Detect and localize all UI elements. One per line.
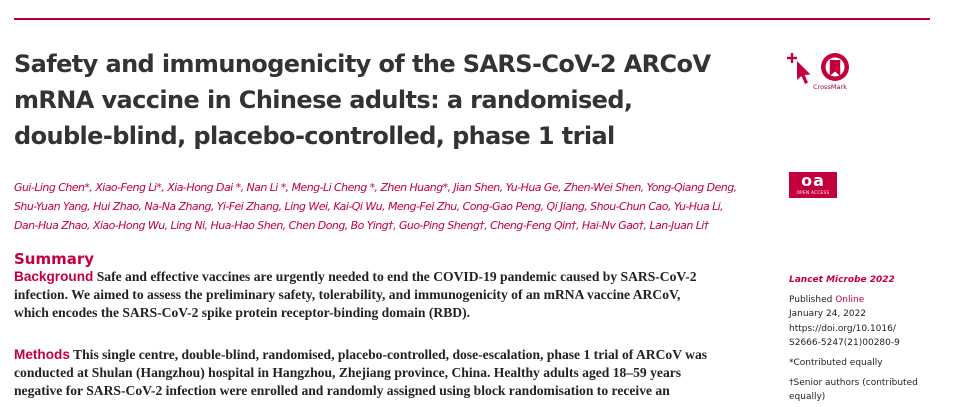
published-line <box>789 293 939 307</box>
senior-authors-note: †Senior authors (contributed <box>789 378 918 389</box>
open-access-label: OPEN ACCESS <box>796 190 830 195</box>
online-link[interactable]: Online <box>835 295 865 306</box>
background-head: Background <box>14 269 94 284</box>
background-paragraph <box>14 268 774 322</box>
top-rule <box>14 18 930 20</box>
title-line: Safety and immunogenicity of the SARS-CoV-2 ARCoV <box>14 50 711 78</box>
methods-text: This single centre, double-blind, randomised, placebo-controlled, dose-escalation, phase 1 trial of ARCoV was <box>69 347 708 362</box>
author-line: Gui-Ling Chen*, Xiao-Feng Li*, Xia-Hong Dai *, Nan Li *, Meng-Li Cheng *, Zhen Huang*, Jian Shen, Yu-Hua Ge, Zhen-Wei Shen, Yong-Qiang Deng, <box>14 181 737 194</box>
article-sidebar <box>789 270 939 405</box>
title-line: mRNA vaccine in Chinese adults: a randomised, <box>14 86 633 114</box>
doi-link[interactable]: S2666-5247(21)00280-9 <box>789 337 900 348</box>
author-list <box>14 178 784 235</box>
background-text: which encodes the SARS-CoV-2 spike protein receptor-binding domain (RBD). <box>14 305 471 320</box>
background-text: Safe and effective vaccines are urgently needed to end the COVID-19 pandemic caused by SARS-CoV-2 <box>93 269 697 284</box>
cursor-icon <box>787 53 811 84</box>
methods-paragraph <box>14 346 774 400</box>
methods-text: conducted at Shulan (Hangzhou) hospital in Hangzhou, Zhejiang province, China. Healthy adults aged 18–59 years <box>14 365 682 380</box>
published-prefix: Published <box>789 295 836 306</box>
methods-head: Methods <box>14 347 70 362</box>
author-line: Shu-Yuan Yang, Hui Zhao, Na-Na Zhang, Yi-Fei Zhang, Ling Wei, Kai-Qi Wu, Meng-Fei Zhu, Cong-Gao Peng, Qi Jiang, Shou-Chun Cao, Yu-Hua Li, <box>14 200 724 213</box>
equal-contribution-note: *Contributed equally <box>789 358 883 369</box>
senior-authors-note: equally) <box>789 392 826 403</box>
title-line: double-blind, placebo-controlled, phase 1 trial <box>14 122 615 150</box>
summary-heading: Summary <box>14 250 95 268</box>
crossmark-icon <box>821 53 849 81</box>
author-line: Dan-Hua Zhao, Xiao-Hong Wu, Ling Ni, Hua-Hao Shen, Chen Dong, Bo Ying†, Guo-Ping Sheng†, Cheng-Feng Qin†, Hai-Nv Gao†, Lan-Juan Li† <box>14 219 709 232</box>
oa-label: oa <box>801 171 825 190</box>
open-access-badge <box>789 172 837 198</box>
methods-text: negative for SARS-CoV-2 infection were enrolled and randomly assigned using block randomisation to receive an <box>14 383 670 398</box>
background-text: infection. We aimed to assess the preliminary safety, tolerability, and immunogenicity of an mRNA vaccine ARCoV, <box>14 287 681 302</box>
doi-link[interactable]: https://doi.org/10.1016/ <box>789 323 896 334</box>
publish-date: January 24, 2022 <box>789 309 867 320</box>
article-title <box>14 46 774 154</box>
crossmark-label: CrossMark <box>813 83 847 91</box>
journal-name: Lancet Microbe 2022 <box>789 275 895 285</box>
